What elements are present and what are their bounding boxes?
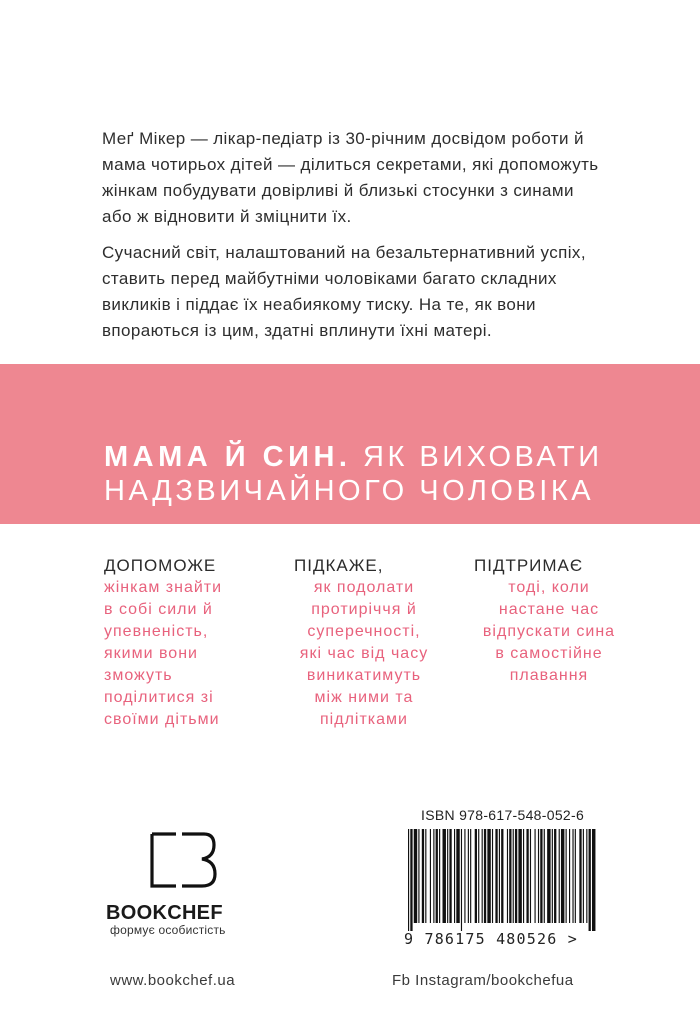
barcode-bar: [482, 829, 483, 923]
barcode-bar: [535, 829, 536, 923]
barcode-bar: [515, 829, 517, 923]
benefit-column-support: [474, 555, 634, 687]
benefit-line: поділитися зі: [104, 689, 214, 706]
benefit-heading: ПІДКАЖЕ,: [294, 556, 384, 575]
barcode-bar: [518, 829, 521, 923]
barcode-bar: [552, 829, 553, 923]
barcode-bar: [523, 829, 524, 923]
bookchef-logo-icon: [148, 830, 218, 890]
barcode-bar: [478, 829, 479, 923]
barcode-bar: [425, 829, 426, 923]
barcode: [402, 829, 602, 931]
barcode-bar: [433, 829, 434, 923]
book-title-line2: НАДЗВИЧАЙНОГО ЧОЛОВІКА: [104, 475, 595, 507]
barcode-bar: [561, 829, 564, 923]
barcode-bar: [572, 829, 573, 923]
book-title-rest: ЯК ВИХОВАТИ: [363, 441, 603, 473]
benefit-line: упевненість,: [104, 623, 209, 640]
benefit-line: протиріччя й: [311, 601, 417, 618]
barcode-bar: [592, 829, 595, 931]
benefit-line: суперечності,: [307, 623, 421, 640]
benefit-heading: ПІДТРИМАЄ: [474, 556, 584, 575]
barcode-bar: [484, 829, 486, 923]
barcode-bar: [569, 829, 570, 923]
barcode-bar: [526, 829, 528, 923]
barcode-bar: [530, 829, 531, 923]
barcode-bar: [418, 829, 419, 923]
book-title-main: МАМА Й СИН.: [104, 441, 352, 473]
barcode-bar: [566, 829, 567, 923]
benefit-column-help: [104, 555, 264, 731]
barcode-bar: [538, 829, 539, 923]
benefit-text: [104, 577, 264, 731]
barcode-bar: [554, 829, 556, 923]
barcode-bar: [422, 829, 424, 923]
benefit-line: як подолати: [313, 579, 415, 596]
barcode-bar: [449, 829, 451, 923]
benefit-line: настане час: [498, 601, 600, 618]
barcode-bar: [436, 829, 438, 923]
barcode-bar: [499, 829, 500, 923]
barcode-bar: [487, 829, 490, 923]
barcode-bar: [430, 829, 431, 923]
barcode-bar: [464, 829, 465, 923]
barcode-bar: [575, 829, 576, 923]
barcode-digits: 9 786175 480526 >: [404, 930, 578, 948]
benefit-line: зможуть: [104, 667, 173, 684]
barcode-bar: [461, 829, 462, 931]
benefit-text: [294, 577, 434, 731]
benefit-line: в собі сили й: [104, 601, 213, 618]
barcode-bar: [443, 829, 446, 923]
social-link[interactable]: Fb Instagram/bookchefua: [392, 972, 574, 989]
barcode-bar: [501, 829, 503, 923]
intro-paragraph-2: Сучасний світ, налаштований на безальтернативний успіх, ставить перед майбутніми чоловіками багато складних викликів і піддає їх неабиякому тиску. На те, як вони впораються із цим, здатні вплинути їхні матері.: [102, 243, 586, 340]
benefit-line: тоді, коли: [508, 579, 590, 596]
benefit-line: жінкам знайти: [104, 579, 223, 596]
isbn-text: ISBN 978-617-548-052-6: [421, 807, 585, 823]
benefit-line: між ними та: [314, 689, 414, 706]
benefit-text: [474, 577, 624, 687]
barcode-bar: [579, 829, 581, 923]
barcode-bar: [589, 829, 591, 931]
publisher-name: BOOKCHEF: [106, 902, 223, 924]
barcode-bar: [447, 829, 448, 923]
benefit-heading: ДОПОМОЖЕ: [104, 556, 217, 575]
website-link[interactable]: www.bookchef.ua: [110, 972, 236, 989]
benefit-line: виникатимуть: [306, 667, 422, 684]
barcode-bar: [513, 829, 514, 923]
barcode-bar: [544, 829, 545, 923]
book-title: [104, 440, 603, 508]
barcode-bar: [559, 829, 560, 923]
barcode-bar: [439, 829, 440, 923]
benefit-line: які час від часу: [299, 645, 429, 662]
barcode-bar: [456, 829, 459, 923]
barcode-bar: [586, 829, 587, 923]
barcode-bar: [507, 829, 508, 923]
benefit-line: відпускати сина: [482, 623, 616, 640]
benefit-column-advise: [294, 555, 454, 731]
barcode-bar: [547, 829, 550, 923]
benefit-line: в самостійне: [495, 645, 603, 662]
barcode-bar: [470, 829, 471, 923]
barcode-bar: [414, 829, 417, 923]
barcode-bar: [454, 829, 455, 923]
benefit-line: плавання: [509, 667, 589, 684]
barcode-bar: [468, 829, 469, 923]
intro-paragraph-1: Меґ Мікер — лікар-педіатр із 30-річним досвідом роботи й мама чотирьох дітей — ділиться секретами, які допоможуть жінкам побудувати довірливі й близькі стосунки з синами або ж відновити й зміцнити їх.: [102, 129, 599, 226]
barcode-bar: [410, 829, 412, 931]
intro-text: [102, 126, 602, 354]
barcode-bar: [583, 829, 584, 923]
barcode-bar: [475, 829, 477, 923]
benefit-line: своїми дітьми: [104, 711, 220, 728]
benefit-line: підлітками: [320, 711, 408, 728]
barcode-bar: [492, 829, 493, 923]
barcode-bar: [408, 829, 409, 931]
barcode-bar: [509, 829, 511, 923]
publisher-tagline: формує особистість: [110, 923, 226, 937]
barcode-bar: [540, 829, 542, 923]
benefit-line: якими вони: [104, 645, 198, 662]
barcode-bar: [495, 829, 497, 923]
